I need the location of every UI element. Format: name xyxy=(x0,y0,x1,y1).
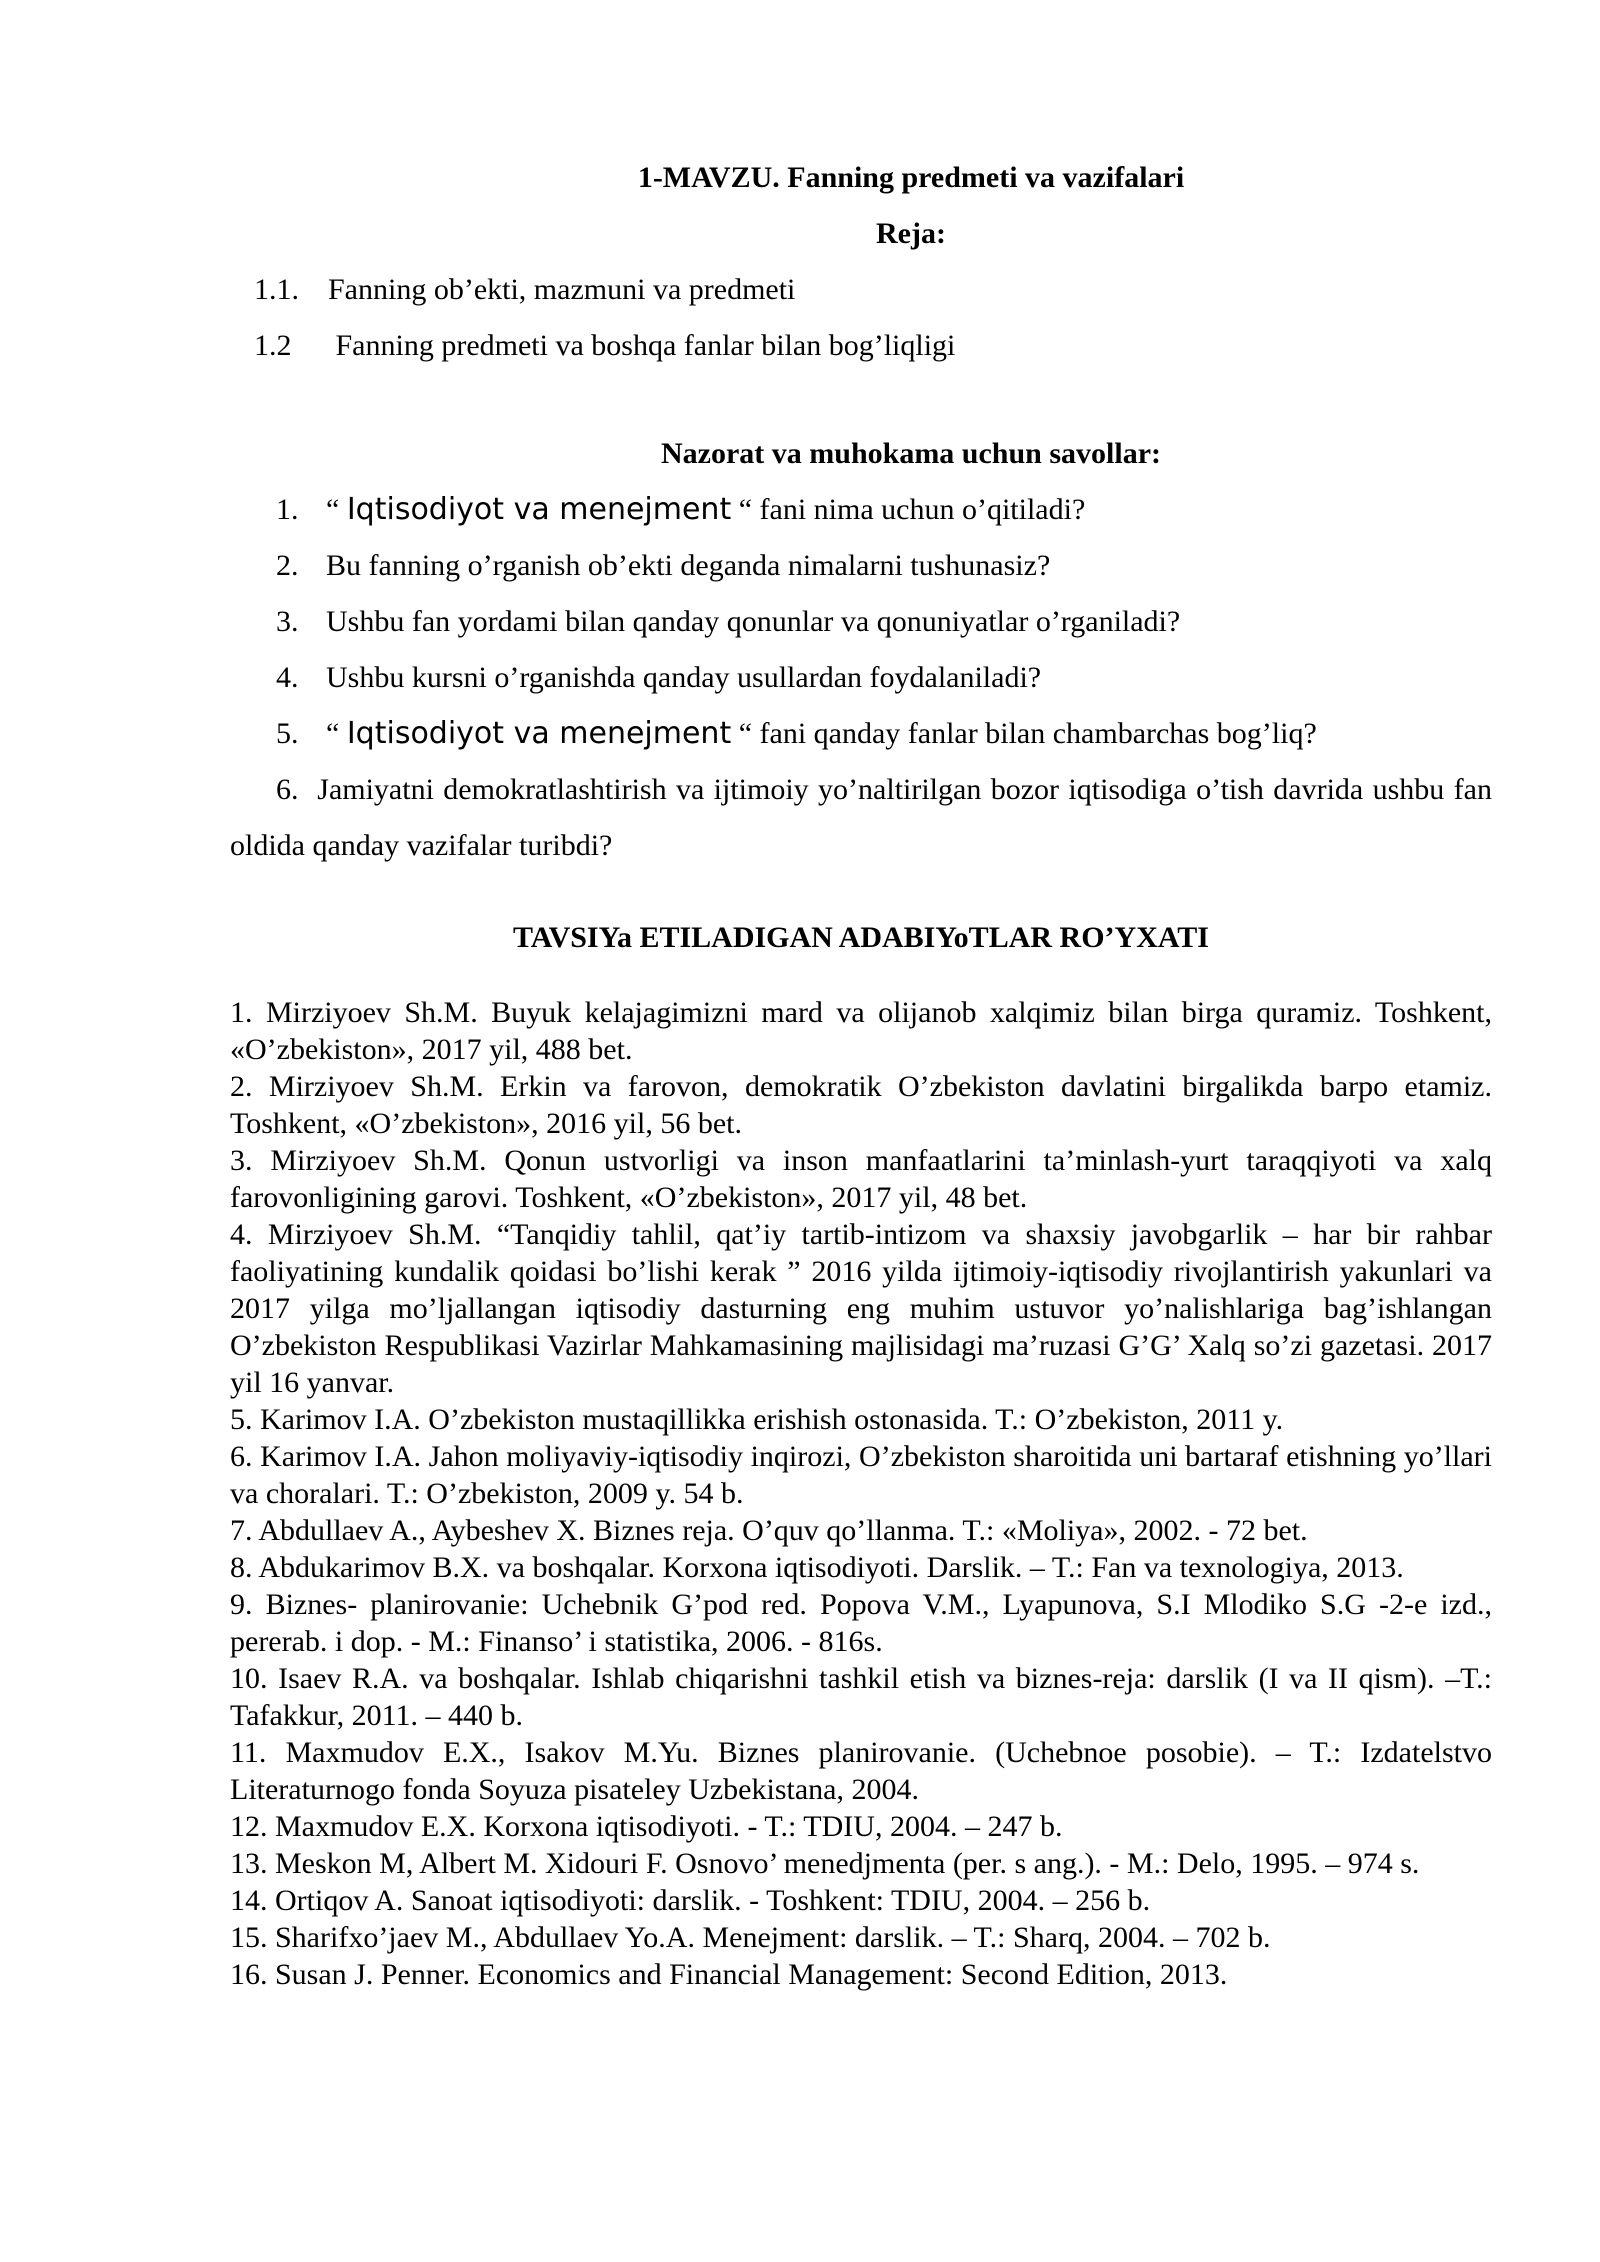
document-page xyxy=(230,150,1492,1993)
question-number: 5. xyxy=(276,717,299,750)
plan-item-text: Fanning predmeti va boshqa fanlar bilan bog’liqligi xyxy=(328,329,956,362)
page-title: 1-MAVZU. Fanning predmeti va vazifalari xyxy=(637,161,1185,194)
literature-item: 9. Biznes- planirovanie: Uchebnik G’pod red. Popova V.M., Lyapunova, S.I Mlodiko S.G -2-e izd., pererab. i dop. - M.: Finanso’ i statistika, 2006. - 816s. xyxy=(230,1588,1492,1658)
course-name: Iqtisodiyot va menejment xyxy=(346,492,732,527)
question-item xyxy=(230,650,1492,706)
course-name: Iqtisodiyot va menejment xyxy=(346,716,732,751)
question-text xyxy=(326,706,1317,762)
literature-item: 11. Maxmudov E.X., Isakov M.Yu. Biznes planirovanie. (Uchebnoe posobie). – T.: Izdatelstvo Literaturnogo fonda Soyuza pisateley Uzbekistana, 2004. xyxy=(230,1736,1492,1806)
question-item xyxy=(230,594,1492,650)
plan-heading: Reja: xyxy=(876,217,946,250)
question-rest: “ fani qanday fanlar bilan chambarchas bog’liq? xyxy=(731,717,1317,750)
literature-item: 4. Mirziyoev Sh.M. “Tanqidiy tahlil, qat’iy tartib-intizom va shaxsiy javobgarlik – har bir rahbar faoliyatining kundalik qoidasi bo’lishi kerak ” 2016 yilda ijtimoiy-iqtisodiy rivojlantirish yakunlari va 2017 yilga mo’ljallangan iqtisodiy dasturning eng muhim ustuvor yo’nalishlariga bag’ishlangan O’zbekiston Respublikasi Vazirlar Mahkamasining majlisidagi ma’ruzasi G’G’ Xalq so’zi gazetasi. 2017 yil 16 yanvar. xyxy=(230,1218,1492,1399)
literature-item: 3. Mirziyoev Sh.M. Qonun ustvorligi va inson manfaatlarini ta’minlash-yurt taraqqiyoti va xalq farovonligining garovi. Toshkent, «O’zbekiston», 2017 yil, 48 bet. xyxy=(230,1144,1492,1214)
literature-item: 16. Susan J. Penner. Economics and Financial Management: Second Edition, 2013. xyxy=(230,1958,1228,1991)
question-text: Bu fanning o’rganish ob’ekti deganda nimalarni tushunasiz? xyxy=(326,549,1051,582)
plan-item xyxy=(230,262,1492,318)
question-quote-open: “ xyxy=(326,493,347,526)
literature-item: 7. Abdullaev A., Aybeshev X. Biznes reja. O’quv qo’llanma. T.: «Moliya», 2002. - 72 bet. xyxy=(230,1514,1308,1547)
literature-item: 14. Ortiqov A. Sanoat iqtisodiyoti: darslik. - Toshkent: TDIU, 2004. – 256 b. xyxy=(230,1884,1151,1917)
question-item xyxy=(230,762,1492,874)
question-item xyxy=(230,538,1492,594)
literature-list xyxy=(230,994,1492,1993)
question-number: 6. xyxy=(276,773,299,806)
literature-item: 8. Abdukarimov B.X. va boshqalar. Korxona iqtisodiyoti. Darslik. – T.: Fan va texnologiya, 2013. xyxy=(230,1551,1404,1584)
question-text xyxy=(326,482,1085,538)
literature-item: 1. Mirziyoev Sh.M. Buyuk kelajagimizni mard va olijanob xalqimiz bilan birga quramiz. Toshkent, «O’zbekiston», 2017 yil, 488 bet. xyxy=(230,996,1492,1066)
question-number: 2. xyxy=(276,549,299,582)
question-number: 3. xyxy=(276,605,299,638)
plan-item xyxy=(230,318,1492,374)
plan-item-text: Fanning ob’ekti, mazmuni va predmeti xyxy=(328,273,796,306)
literature-item: 12. Maxmudov E.X. Korxona iqtisodiyoti. - T.: TDIU, 2004. – 247 b. xyxy=(230,1810,1063,1843)
question-item xyxy=(230,706,1492,762)
literature-item: 13. Meskon M, Albert M. Xidouri F. Osnovo’ menedjmenta (per. s ang.). - M.: Delo, 1995. – 974 s. xyxy=(230,1847,1420,1880)
literature-item: 6. Karimov I.A. Jahon moliyaviy-iqtisodiy inqirozi, O’zbekiston sharoitida uni bartaraf etishning yo’llari va choralari. T.: O’zbekiston, 2009 y. 54 b. xyxy=(230,1440,1492,1510)
literature-item: 2. Mirziyoev Sh.M. Erkin va farovon, demokratik O’zbekiston davlatini birgalikda barpo etamiz. Toshkent, «O’zbekiston», 2016 yil, 56 bet. xyxy=(230,1070,1492,1140)
questions-heading: Nazorat va muhokama uchun savollar: xyxy=(660,437,1162,470)
plan-item-number: 1.1. xyxy=(254,273,299,306)
question-text: Ushbu fan yordami bilan qanday qonunlar va qonuniyatlar o’rganiladi? xyxy=(326,605,1181,638)
plan-list xyxy=(230,262,1492,374)
literature-item: 5. Karimov I.A. O’zbekiston mustaqillikka erishish ostonasida. T.: O’zbekiston, 2011 y. xyxy=(230,1403,1284,1436)
plan-item-number: 1.2 xyxy=(254,329,292,362)
question-item xyxy=(230,482,1492,538)
question-number: 1. xyxy=(276,493,299,526)
question-text: Jamiyatni demokratlashtirish va ijtimoiy yo’naltirilgan bozor iqtisodiga o’tish davrida ushbu fan oldida qanday vazifalar turibdi? xyxy=(230,773,1492,862)
question-text: Ushbu kursni o’rganishda qanday usullardan foydalaniladi? xyxy=(326,661,1042,694)
literature-heading: TAVSIYa ETILADIGAN ADABIYoTLAR RO’YXATI xyxy=(513,921,1209,954)
literature-item: 10. Isaev R.A. va boshqalar. Ishlab chiqarishni tashkil etish va biznes-reja: darslik (I va II qism). –T.: Tafakkur, 2011. – 440 b. xyxy=(230,1662,1492,1732)
question-quote-open: “ xyxy=(326,717,347,750)
literature-item: 15. Sharifxo’jaev M., Abdullaev Yo.A. Menejment: darslik. – T.: Sharq, 2004. – 702 b. xyxy=(230,1921,1271,1954)
question-number: 4. xyxy=(276,661,299,694)
questions-list xyxy=(230,482,1492,762)
question-rest: “ fani nima uchun o’qitiladi? xyxy=(731,493,1086,526)
